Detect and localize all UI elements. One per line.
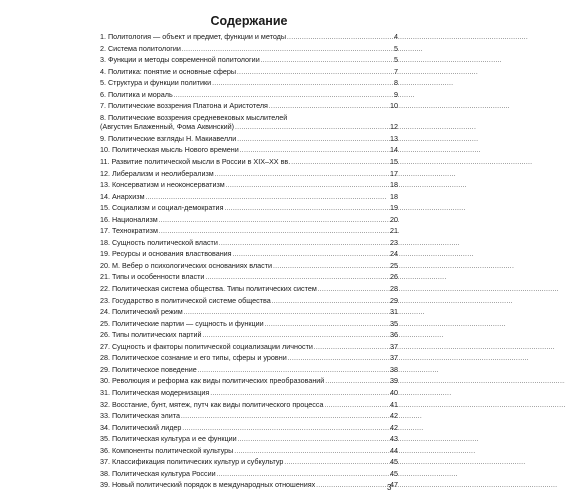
toc-leader-dots [203, 330, 387, 342]
toc-entry-title: 11. Развитие политической мысли в России в XIX–XX вв. [100, 157, 291, 167]
toc-entry-page: 12 [390, 122, 398, 132]
toc-entry [100, 423, 398, 435]
toc-entry-page: 37 [390, 353, 398, 363]
toc-entry [100, 226, 398, 238]
toc-entry-page: 37 [390, 341, 398, 351]
toc-entry-page: 42 [390, 411, 398, 421]
toc-entry [100, 480, 398, 492]
toc-leader-dots [159, 215, 387, 227]
toc-leader-dots [237, 67, 387, 79]
toc-entry [100, 134, 398, 146]
toc-entry [100, 319, 398, 331]
toc-entry [100, 296, 398, 308]
toc-entry-page: 23 [390, 237, 398, 247]
toc-leader-dots [146, 192, 387, 204]
toc-entry [100, 342, 398, 354]
toc-entry [100, 272, 398, 284]
toc-entry [100, 203, 398, 215]
toc-entry [100, 145, 398, 157]
toc-entry-page: 5 [394, 55, 398, 65]
toc-leader-dots [314, 342, 387, 354]
toc-entry-page: 41 [390, 399, 398, 409]
toc-entry [100, 90, 398, 102]
toc-entry [100, 67, 398, 79]
toc-entry-title: 12. Либерализм и неолиберализм [100, 168, 214, 178]
toc-entry-page: 42 [390, 422, 398, 432]
toc-leader-dots [219, 238, 387, 250]
toc-entry-page: 17 [390, 168, 398, 178]
toc-entry-page: 38 [390, 364, 398, 374]
toc-entry [100, 284, 398, 296]
toc-leader-dots [288, 353, 387, 365]
toc-entry-page: 14 [390, 145, 398, 155]
toc-entry-page: 45 [390, 457, 398, 467]
toc-leader-dots [184, 307, 387, 319]
toc-leader-dots [205, 272, 387, 284]
toc-leader-dots [159, 226, 387, 238]
toc-entry [100, 238, 398, 250]
toc-entry [100, 192, 398, 204]
toc-leader-dots [234, 446, 387, 458]
toc-entry [100, 353, 398, 365]
toc-entry-title: 1. Политология — объект и предмет, функции и методы [100, 32, 287, 41]
toc-leader-dots [198, 365, 387, 377]
toc-entry-title: 14. Анархизм [100, 191, 145, 201]
toc-leader-dots [215, 169, 387, 181]
toc-entry [100, 122, 398, 134]
toc-leader-dots [181, 411, 387, 423]
toc-entry [100, 411, 398, 423]
toc-entry-title: 30. Революция и реформа как виды политических преобразований [100, 376, 325, 386]
table-of-contents [100, 14, 398, 492]
toc-leader-dots [240, 145, 387, 157]
toc-leader-dots [272, 296, 387, 308]
toc-leader-dots [174, 90, 387, 102]
toc-entry [100, 157, 398, 169]
toc-leader-dots [324, 400, 387, 412]
toc-entry-title: 25. Политические партии — сущность и функции [100, 318, 264, 328]
toc-entry [100, 307, 398, 319]
toc-entry-page: 43 [390, 434, 398, 444]
toc-leader-dots [318, 284, 387, 296]
toc-entry-title: 24. Политический режим [100, 307, 183, 317]
toc-entry-page: 18 [390, 180, 398, 190]
toc-entry-title: 4. Политика: понятие и основные сферы [100, 66, 237, 76]
toc-entry-page: 29 [390, 295, 398, 305]
toc-entry [100, 457, 398, 469]
toc-entry-page: 40 [390, 387, 398, 397]
toc-entry-page: 5 [394, 43, 398, 53]
toc-entry [100, 261, 398, 273]
toc-entry-page: 25 [390, 260, 398, 270]
toc-entry [100, 215, 398, 227]
toc-entry-title: 35. Политическая культура и ее функции [100, 434, 237, 444]
toc-entry-page: 9 [394, 89, 398, 99]
toc-entry-page: 21 [390, 226, 398, 236]
toc-entry-page: 8 [394, 78, 398, 88]
toc-entry-title: 17. Технократизм [100, 226, 158, 236]
toc-entry-page: 28 [390, 284, 398, 294]
toc-entry-page: 10 [390, 101, 398, 111]
toc-entry-page: 31 [390, 307, 398, 317]
toc-entry-page: 45 [390, 468, 398, 478]
toc-entry-page: 15 [390, 157, 398, 167]
toc-entry [100, 249, 398, 261]
toc-leader-dots [284, 457, 387, 469]
toc-entry-title: 32. Восстание, бунт, мятеж, путч как виды политического процесса [100, 399, 324, 409]
page-number: 3 [387, 483, 392, 492]
toc-entry-title: 2. Система политологии [100, 43, 181, 53]
toc-entry-page: 7 [394, 66, 398, 76]
toc-entry-title: 16. Национализм [100, 214, 158, 224]
toc-entry-title: 37. Классификация политических культур и субкультур [100, 457, 284, 467]
toc-entry-page: 24 [390, 249, 398, 259]
toc-entry-title: 19. Ресурсы и основания властвования [100, 249, 232, 259]
toc-leader-dots [210, 388, 387, 400]
toc-entry-title: 33. Политическая элита [100, 411, 180, 421]
toc-leader-dots [238, 434, 387, 446]
page-title: Содержание [210, 14, 288, 28]
toc-leader-dots [182, 423, 387, 435]
toc-leader-dots [224, 203, 387, 215]
toc-entry-title: 20. М. Вебер о психологических основаниях власти [100, 260, 273, 270]
toc-leader-dots [269, 101, 387, 113]
toc-entry-title: 26. Типы политических партий [100, 330, 202, 340]
toc-entry-title: 18. Сущность политической власти [100, 237, 218, 247]
toc-entry [100, 32, 398, 44]
toc-entry-page: 39 [390, 376, 398, 386]
toc-entry-page: 4 [394, 32, 398, 41]
toc-entry-title: (Августин Блаженный, Фома Аквинский) [100, 122, 235, 132]
toc-entry-title: 39. Новый политический порядок в международных отношениях [100, 480, 316, 490]
toc-entry-title: 5. Структура и функции политики [100, 78, 212, 88]
toc-entry [100, 55, 398, 67]
toc-entry [100, 365, 398, 377]
toc-leader-dots [325, 376, 387, 388]
toc-entry-title: 13. Консерватизм и неоконсерватизм [100, 180, 225, 190]
toc-entry [100, 469, 398, 481]
toc-entry [100, 434, 398, 446]
toc-leader-dots [316, 480, 387, 492]
toc-entry-page: 44 [390, 445, 398, 455]
toc-leader-dots [233, 249, 387, 261]
toc-entry [100, 78, 398, 90]
toc-entry [100, 388, 398, 400]
toc-entry-title: 6. Политика и мораль [100, 89, 173, 99]
toc-entry-line: 8. Политические воззрения средневековых мыслителей [100, 112, 288, 122]
toc-entry [100, 330, 398, 342]
toc-entry [100, 446, 398, 458]
toc-entry-title: 31. Политическая модернизация [100, 387, 210, 397]
toc-entry-title: 9. Политические взгляды Н. Макиавелли [100, 133, 237, 143]
toc-entry-page: 36 [390, 330, 398, 340]
toc-entry-page: 35 [390, 318, 398, 328]
toc-list [100, 32, 398, 492]
toc-entry-title: 10. Политическая мысль Нового времени [100, 145, 239, 155]
toc-leader-dots [182, 44, 387, 56]
toc-entry-title: 28. Политическое сознание и его типы, сферы и уровни [100, 353, 287, 363]
toc-entry-title: 23. Государство в политической системе общества [100, 295, 271, 305]
toc-entry-title: 38. Политическая культура России [100, 468, 216, 478]
toc-leader-dots [226, 180, 387, 192]
toc-entry-page: 47 [390, 480, 398, 490]
toc-entry-page: 13 [390, 133, 398, 143]
toc-entry [100, 44, 398, 56]
toc-entry-page: 20 [390, 214, 398, 224]
toc-entry-title: 7. Политические воззрения Платона и Аристотеля [100, 101, 268, 111]
toc-entry-title: 15. Социализм и социал-демократия [100, 203, 224, 213]
toc-leader-dots [212, 78, 387, 90]
toc-leader-dots [235, 122, 387, 134]
toc-entry [100, 169, 398, 181]
toc-leader-dots [217, 469, 387, 481]
toc-entry-page: 19 [390, 203, 398, 213]
toc-entry-title: 21. Типы и особенности власти [100, 272, 205, 282]
toc-leader-dots [261, 55, 387, 67]
toc-leader-dots [237, 134, 387, 146]
toc-entry [100, 376, 398, 388]
toc-leader-dots [265, 319, 387, 331]
toc-entry-title: 36. Компоненты политической культуры [100, 445, 234, 455]
toc-entry-title: 27. Сущность и факторы политической социализации личности [100, 341, 313, 351]
toc-leader-dots [273, 261, 387, 273]
toc-entry [100, 180, 398, 192]
toc-entry-title: 22. Политическая система общества. Типы политических систем [100, 284, 317, 294]
toc-entry-page: 18 [390, 191, 398, 201]
toc-entry-title: 29. Политическое поведение [100, 364, 197, 374]
toc-leader-dots [287, 32, 387, 44]
toc-entry-title: 3. Функции и методы современной политологии [100, 55, 260, 65]
toc-entry [100, 400, 398, 412]
toc-leader-dots [291, 157, 387, 169]
toc-entry [100, 101, 398, 113]
toc-entry-page: 26 [390, 272, 398, 282]
toc-entry-title: 34. Политический лидер [100, 422, 182, 432]
